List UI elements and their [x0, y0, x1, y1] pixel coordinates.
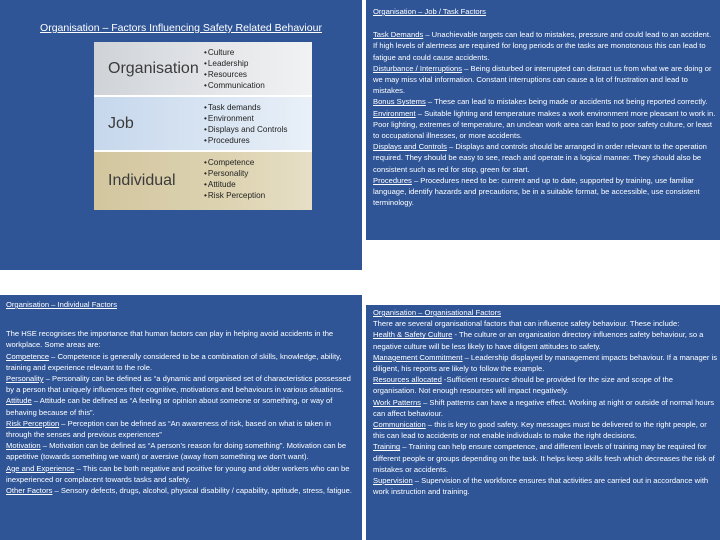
- factor-text: – Unachievable targets can lead to mistakes, pressure and could lead to an accident. If high levels of alertness are required for long periods or the tasks are monotonous this can lead to fatigue and could cause accidents.: [373, 30, 712, 62]
- factor-paragraph: [373, 374, 718, 396]
- factor-term: Competence: [6, 351, 50, 361]
- factor-term: Other Factors: [6, 486, 53, 496]
- factor-text: – Being disturbed or interrupted can distract us from what we are doing or we may miss vital information. Constant interruptions can cause a lot of frustration and lead to mistakes.: [373, 63, 712, 96]
- factor-paragraph: [6, 485, 358, 496]
- factor-text: – Shift patterns can have a negative effect. Working at night or outside of normal hours can affect behaviour.: [373, 397, 715, 418]
- factor-paragraph: [6, 395, 358, 417]
- section-heading: Organisation – Job / Task Factors: [373, 7, 486, 16]
- intro-paragraph: The HSE recognises the importance that human factors can play in helping avoid accidents in the workplace. Some areas are:: [6, 329, 334, 350]
- factor-paragraph: [6, 463, 358, 485]
- band-label: Individual: [108, 172, 176, 189]
- section-heading: Organisation – Individual Factors: [6, 300, 118, 309]
- factor-text: – Competence is generally considered to be a combination of skills, knowledge, ability, training and experience relevant to the role.: [6, 351, 342, 372]
- factor-paragraph: [6, 440, 358, 462]
- band-individual: [94, 152, 312, 210]
- individual-panel: [0, 295, 362, 540]
- factor-term: Personality: [6, 374, 44, 384]
- factor-text: - The culture or an organisation directory influences safety behaviour, so a negative culture will be less likely to have diligent attitudes to safety.: [373, 330, 704, 351]
- section-heading: Organisation – Organisational Factors: [373, 308, 501, 317]
- band-item: • Environment: [204, 113, 288, 124]
- factor-paragraph: [6, 373, 358, 395]
- factor-paragraph: [6, 351, 358, 373]
- factor-paragraph: [6, 418, 358, 440]
- factor-term: Age and Experience: [6, 463, 75, 473]
- individual-text: [6, 299, 358, 496]
- factor-text: – Supervision of the workforce ensures that activities are carried out in accordance with work instruction and training.: [373, 476, 709, 497]
- factor-text: – Training can help ensure competence, and different levels of training may be required for different people or groups depending on the task. It helps keep skills fresh which decreases the risk of mistakes or accidents.: [373, 442, 715, 474]
- factor-text: – Motivation can be defined as “A person’s reason for doing something”. Motivation can be appetitive (towards something we want) or aversive (away from something we don’t want).: [6, 441, 347, 462]
- band-item: • Resources: [204, 69, 265, 80]
- band-organisation: [94, 42, 312, 97]
- factor-text: – This can be both negative and positive for young and older workers who can be inexperienced or complacent towards tasks and safety.: [6, 463, 350, 484]
- band-item: • Communication: [204, 80, 265, 91]
- factor-paragraph: [373, 419, 718, 441]
- organisational-text: [373, 307, 718, 497]
- intro-paragraph: There are several organisational factors that can influence safety behaviour. These include:: [373, 319, 680, 329]
- factor-term: Task Demands: [373, 30, 424, 40]
- factor-term: Bonus Systems: [373, 97, 426, 107]
- factor-term: Work Patterns: [373, 397, 421, 407]
- band-item: • Procedures: [204, 135, 288, 146]
- factor-paragraph: [373, 441, 718, 475]
- factor-text: – Sensory defects, drugs, alcohol, physical disability / capability, aptitude, stress, fatigue.: [52, 486, 352, 496]
- diagram-title: Organisation – Factors Influencing Safety Related Behaviour: [0, 22, 362, 34]
- factors-diagram: [94, 42, 312, 210]
- band-item: • Attitude: [204, 179, 265, 190]
- band-item: • Displays and Controls: [204, 124, 288, 135]
- factor-text: – Perception can be defined as “An awareness of risk, based on what is taken in through the senses and previous experiences”: [6, 418, 332, 440]
- factor-paragraph: [373, 352, 718, 374]
- factor-text: -Sufficient resource should be provided for the size and scope of the organisation. Not enough resources will impact negatively.: [373, 375, 673, 396]
- band-items: [204, 47, 265, 91]
- factor-paragraph: [373, 475, 718, 497]
- factor-term: Displays and Controls: [373, 142, 447, 152]
- factor-paragraph: [373, 397, 718, 419]
- factor-term: Supervision: [373, 476, 413, 486]
- factor-paragraph: [373, 108, 717, 142]
- band-item: • Culture: [204, 47, 265, 58]
- factor-term: Procedures: [373, 175, 412, 185]
- factor-term: Risk Perception: [6, 418, 60, 428]
- factor-term: Disturbance / Interruptions: [373, 63, 463, 73]
- factor-paragraph: [373, 141, 717, 175]
- job-task-panel: [366, 0, 720, 240]
- factor-paragraph: [373, 329, 718, 351]
- band-item: • Task demands: [204, 102, 288, 113]
- factor-paragraph: [373, 96, 717, 107]
- factor-text: – Attitude can be defined as “A feeling or opinion about someone or something, or way of behaving because of this”.: [6, 396, 333, 417]
- factor-text: – These can lead to mistakes being made or accidents not being reported correctly.: [425, 97, 708, 107]
- band-item: • Personality: [204, 168, 265, 179]
- factor-paragraph: [373, 29, 717, 63]
- band-job: [94, 97, 312, 152]
- job-task-text: [373, 6, 717, 208]
- factor-term: Management Commitment: [373, 352, 463, 362]
- factor-text: – this is key to good safety. Key messages must be delivered to the right people, or this can lead to accidents or not enable individuals to make the right decisions.: [373, 420, 707, 441]
- factor-text: – Personality can be defined as “a dynamic and organised set of characteristics possessed by a person that uniquely influences their cognitive, motivations and behaviours in various situations.: [6, 374, 351, 395]
- factor-term: Training: [373, 442, 401, 452]
- band-item: • Risk Perception: [204, 190, 265, 201]
- band-items: [204, 157, 265, 201]
- factor-text: – Suitable lighting and temperature makes a work environment more pleasant to work in. Poor lighting, extremes of temperature, an unclean work area can lead to poor safety culture, or least to occupational illnesses, or more accidents.: [373, 108, 716, 141]
- factor-term: Motivation: [6, 441, 41, 451]
- diagram-panel: [0, 0, 362, 270]
- band-items: [204, 102, 288, 146]
- factor-term: Attitude: [6, 396, 32, 406]
- factor-text: – Leadership displayed by management impacts behaviour. If a manager is diligent, his reports are likely to follow the example.: [373, 352, 718, 374]
- factor-term: Environment: [373, 108, 416, 118]
- band-item: • Leadership: [204, 58, 265, 69]
- band-label: Job: [108, 114, 134, 132]
- factor-term: Communication: [373, 420, 426, 430]
- factor-paragraph: [373, 63, 717, 97]
- factor-term: Health & Safety Culture: [373, 330, 453, 340]
- organisational-panel: [366, 305, 720, 540]
- factor-text: – Displays and controls should be arranged in order relevant to the operation required. They should be easy to see, reach and operate in a logical manner. They should also be consistent such as red for stop, green for start.: [373, 142, 707, 174]
- factor-term: Resources allocated: [373, 375, 442, 385]
- factor-paragraph: [373, 175, 717, 209]
- factor-text: – Procedures need to be: current and up to date, supported by training, use familiar language, identify hazards and precautions, be in a suitable format, be accessible, use consistent terminology.: [373, 175, 700, 208]
- band-label: Organisation: [108, 59, 199, 77]
- band-item: • Competence: [204, 157, 265, 168]
